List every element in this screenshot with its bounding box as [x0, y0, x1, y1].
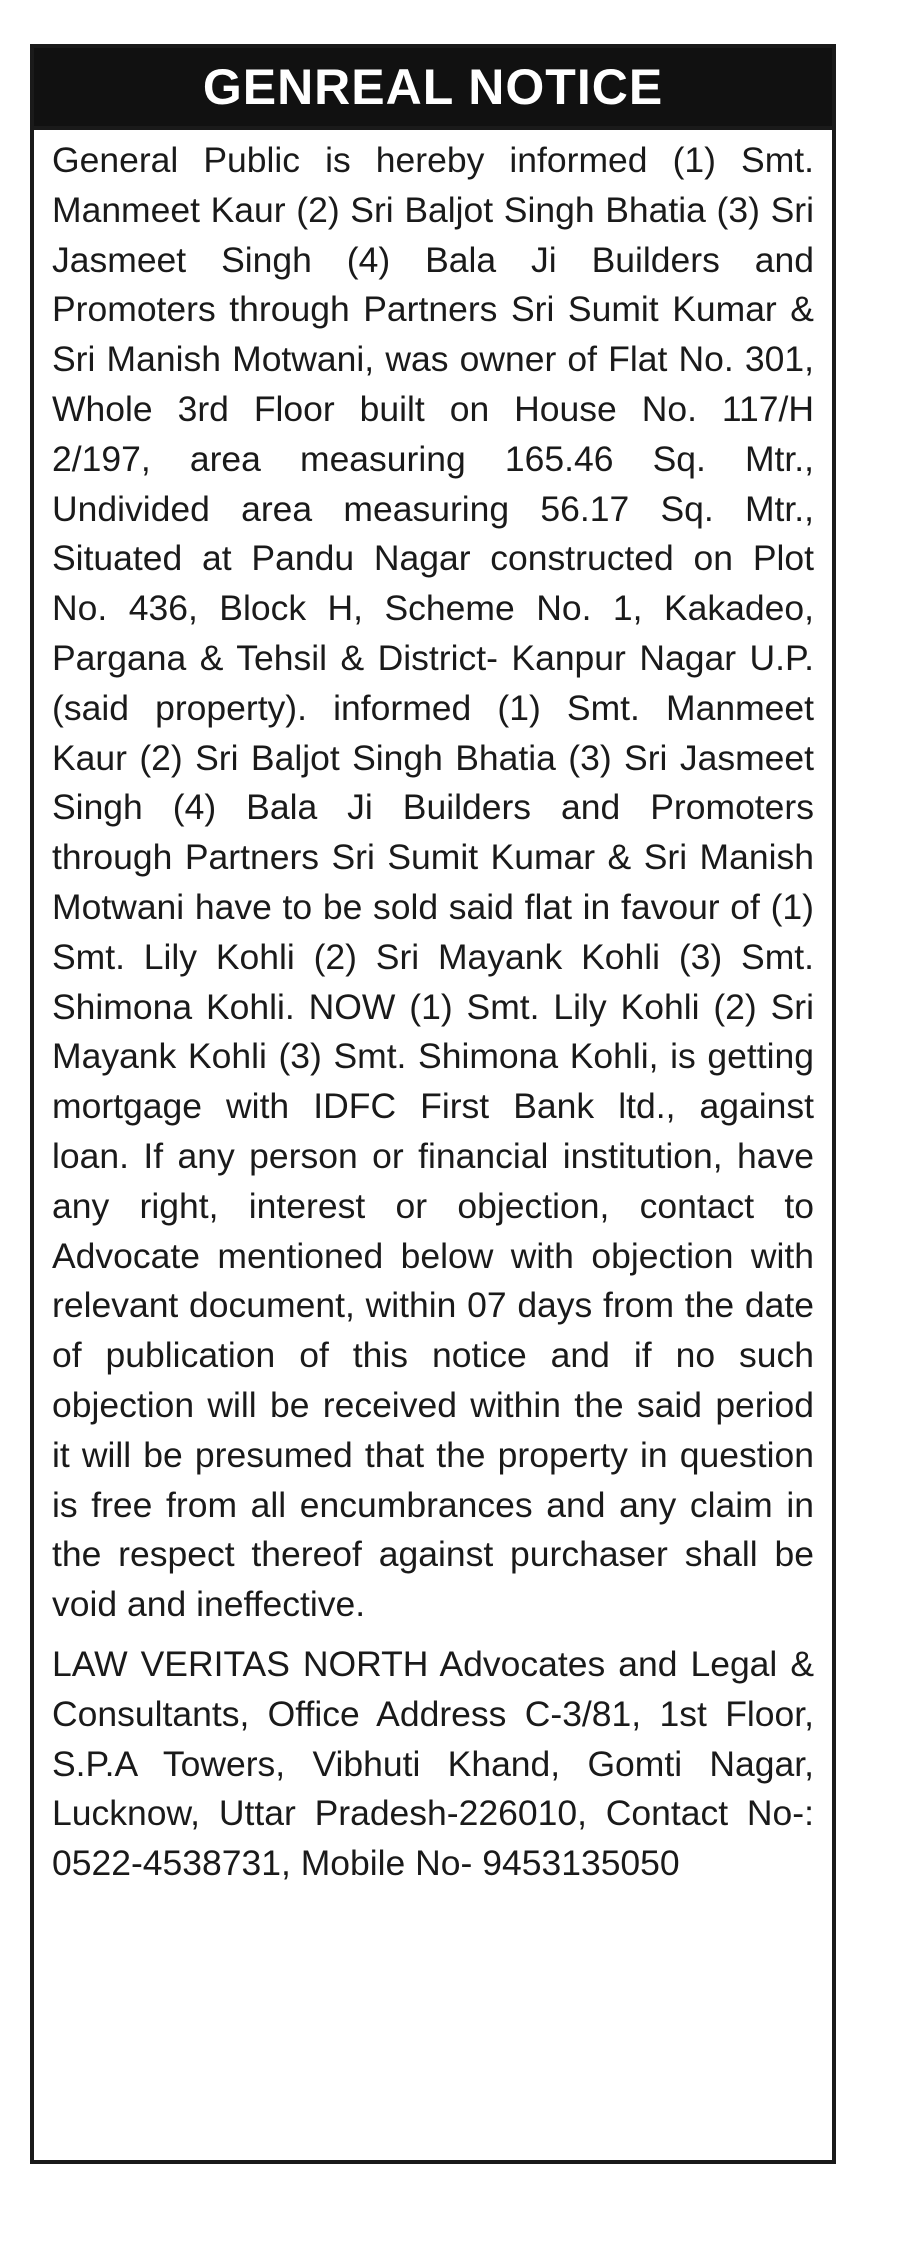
notice-box	[30, 44, 836, 2164]
notice-advocate-details: LAW VERITAS NORTH Advocates and Legal & Consultants, Office Address C-3/81, 1st Floor, S.P.A Towers, Vibhuti Khand, Gomti Nagar, Lucknow, Uttar Pradesh-226010, Contact No-: 0522-4538731, Mobile No- 9453135050	[52, 1643, 814, 1884]
notice-body-text: General Public is hereby informed (1) Smt. Manmeet Kaur (2) Sri Baljot Singh Bhatia (3) Sri Jasmeet Singh (4) Bala Ji Builders and Promoters through Partners Sri Sumit Kumar & Sri Manish Motwani, was owner of Flat No. 301, Whole 3rd Floor built on House No. 117/H 2/197, area measuring 165.46 Sq. Mtr., Undivided area measuring 56.17 Sq. Mtr., Situated at Pandu Nagar constructed on Plot No. 436, Block H, Scheme No. 1, Kakadeo, Pargana & Tehsil & District- Kanpur Nagar U.P. (said property). informed (1) Smt. Manmeet Kaur (2) Sri Baljot Singh Bhatia (3) Sri Jasmeet Singh (4) Bala Ji Builders and Promoters through Partners Sri Sumit Kumar & Sri Manish Motwani have to be sold said flat in favour of (1) Smt. Lily Kohli (2) Sri Mayank Kohli (3) Smt. Shimona Kohli. NOW (1) Smt. Lily Kohli (2) Sri Mayank Kohli (3) Smt. Shimona Kohli, is getting mortgage with IDFC First Bank ltd., against loan. If any person or financial institution, have any right, interest or objection, contact to Advocate mentioned below with objection with relevant document, within 07 days from the date of publication of this notice and if no such objection will be received within the said period it will be presumed that the property in question is free from all encumbrances and any claim in the respect thereof against purchaser shall be void and ineffective.	[52, 140, 814, 1625]
notice-title: GENREAL NOTICE	[34, 48, 832, 130]
notice-content	[34, 130, 832, 1889]
